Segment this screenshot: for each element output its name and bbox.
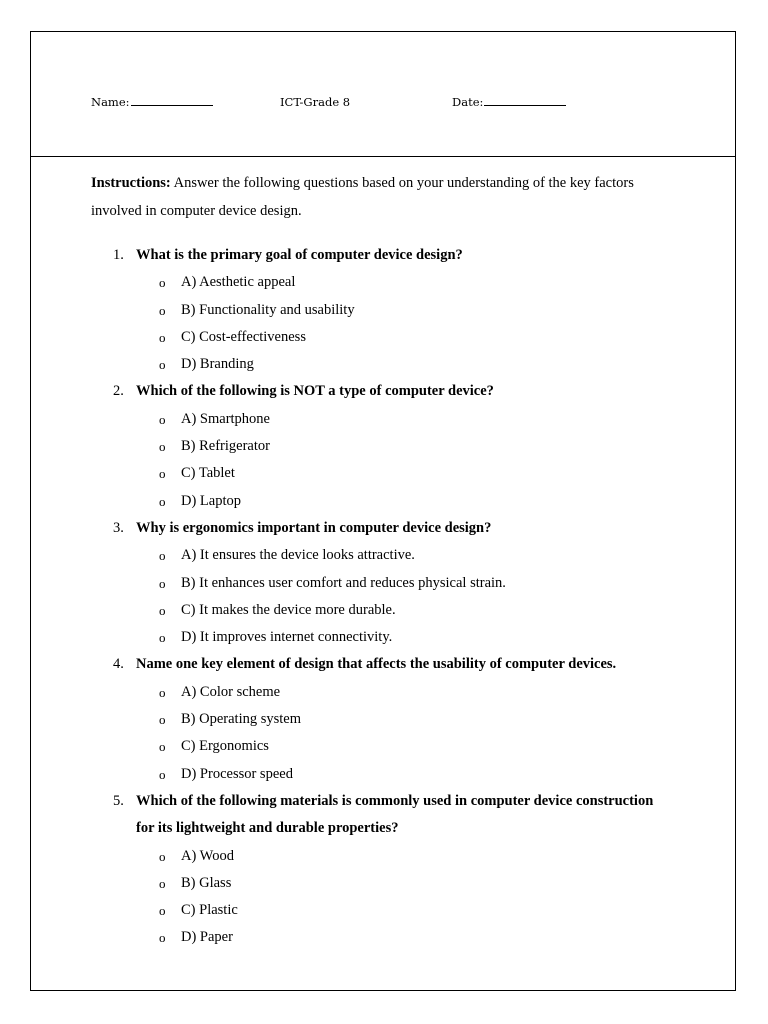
date-field xyxy=(452,95,566,109)
bullet-icon: o xyxy=(159,575,166,591)
answer-option xyxy=(91,570,671,597)
option-text: B) Refrigerator xyxy=(181,438,270,455)
option-list xyxy=(91,542,671,651)
answer-option xyxy=(91,706,671,733)
bullet-icon: o xyxy=(159,411,166,427)
bullet-icon: o xyxy=(159,930,166,946)
worksheet-header xyxy=(31,32,735,157)
bullet-icon: o xyxy=(159,684,166,700)
bullet-icon: o xyxy=(159,439,166,455)
question-text xyxy=(91,242,671,269)
bullet-icon: o xyxy=(159,329,166,345)
option-text: D) Paper xyxy=(181,929,233,946)
option-text: D) Laptop xyxy=(181,492,241,509)
question-text xyxy=(91,651,671,678)
question-prompt: Why is ergonomics important in computer device design? xyxy=(136,519,492,536)
question-text xyxy=(91,788,671,843)
option-text: A) Aesthetic appeal xyxy=(181,274,296,291)
answer-option xyxy=(91,597,671,624)
answer-option xyxy=(91,679,671,706)
answer-option xyxy=(91,460,671,487)
option-text: D) Processor speed xyxy=(181,765,293,782)
question-number: 5. xyxy=(113,792,124,809)
answer-option xyxy=(91,843,671,870)
bullet-icon: o xyxy=(159,712,166,728)
instructions-label: Instructions: xyxy=(91,175,171,191)
option-text: C) It makes the device more durable. xyxy=(181,601,396,618)
instructions-text: Answer the following questions based on your understanding of the key factors involved in computer device design. xyxy=(91,175,634,219)
answer-option xyxy=(91,488,671,515)
answer-option xyxy=(91,733,671,760)
option-text: B) It enhances user comfort and reduces physical strain. xyxy=(181,574,506,591)
option-text: A) Color scheme xyxy=(181,683,281,700)
option-list xyxy=(91,679,671,788)
question-number: 1. xyxy=(113,247,124,263)
question-text xyxy=(91,515,671,542)
bullet-icon: o xyxy=(159,275,166,291)
option-list xyxy=(91,406,671,515)
question-4 xyxy=(91,651,671,787)
option-text: B) Functionality and usability xyxy=(181,301,355,318)
answer-option xyxy=(91,897,671,924)
answer-option xyxy=(91,324,671,351)
option-text: C) Ergonomics xyxy=(181,738,269,755)
option-text: C) Tablet xyxy=(181,465,235,482)
question-prompt: Which of the following materials is commonly used in computer device construction for its lightweight and durable properties? xyxy=(136,792,654,837)
bullet-icon: o xyxy=(159,302,166,318)
question-text xyxy=(91,378,671,405)
option-text: C) Plastic xyxy=(181,902,238,919)
question-2 xyxy=(91,378,671,514)
option-text: C) Cost-effectiveness xyxy=(181,328,306,345)
question-1 xyxy=(91,242,671,378)
option-text: A) Smartphone xyxy=(181,410,270,427)
question-prompt: Which of the following is NOT a type of computer device? xyxy=(136,383,494,400)
bullet-icon: o xyxy=(159,848,166,864)
answer-option xyxy=(91,351,671,378)
answer-option xyxy=(91,624,671,651)
bullet-icon: o xyxy=(159,903,166,919)
answer-option xyxy=(91,433,671,460)
question-number: 3. xyxy=(113,519,124,536)
bullet-icon: o xyxy=(159,602,166,618)
answer-option xyxy=(91,870,671,897)
option-text: B) Glass xyxy=(181,874,232,891)
bullet-icon: o xyxy=(159,739,166,755)
option-list xyxy=(91,269,671,378)
name-blank-line xyxy=(131,95,213,106)
date-blank-line xyxy=(484,95,566,106)
option-text: D) Branding xyxy=(181,356,254,373)
answer-option xyxy=(91,924,671,951)
option-text: A) Wood xyxy=(181,847,234,864)
answer-option xyxy=(91,269,671,296)
question-prompt: What is the primary goal of computer device design? xyxy=(136,247,463,263)
bullet-icon: o xyxy=(159,466,166,482)
bullet-icon: o xyxy=(159,766,166,782)
subject-title: ICT-Grade 8 xyxy=(280,95,351,109)
option-text: D) It improves internet connectivity. xyxy=(181,629,393,646)
answer-option xyxy=(91,406,671,433)
question-number: 4. xyxy=(113,656,124,673)
bullet-icon: o xyxy=(159,875,166,891)
bullet-icon: o xyxy=(159,357,166,373)
option-text: B) Operating system xyxy=(181,711,302,728)
bullet-icon: o xyxy=(159,548,166,564)
option-text: A) It ensures the device looks attractive. xyxy=(181,547,415,564)
date-label: Date: xyxy=(452,95,484,109)
question-3 xyxy=(91,515,671,651)
instructions xyxy=(91,170,671,225)
question-prompt: Name one key element of design that affects the usability of computer devices. xyxy=(136,656,617,673)
bullet-icon: o xyxy=(159,493,166,509)
name-field xyxy=(91,95,213,109)
option-list xyxy=(91,843,671,952)
name-label: Name: xyxy=(91,95,130,109)
answer-option xyxy=(91,297,671,324)
answer-option xyxy=(91,542,671,569)
question-number: 2. xyxy=(113,383,124,400)
worksheet-content xyxy=(91,170,671,952)
bullet-icon: o xyxy=(159,630,166,646)
question-list xyxy=(91,242,671,952)
question-5 xyxy=(91,788,671,952)
worksheet-page xyxy=(30,31,736,991)
answer-option xyxy=(91,761,671,788)
